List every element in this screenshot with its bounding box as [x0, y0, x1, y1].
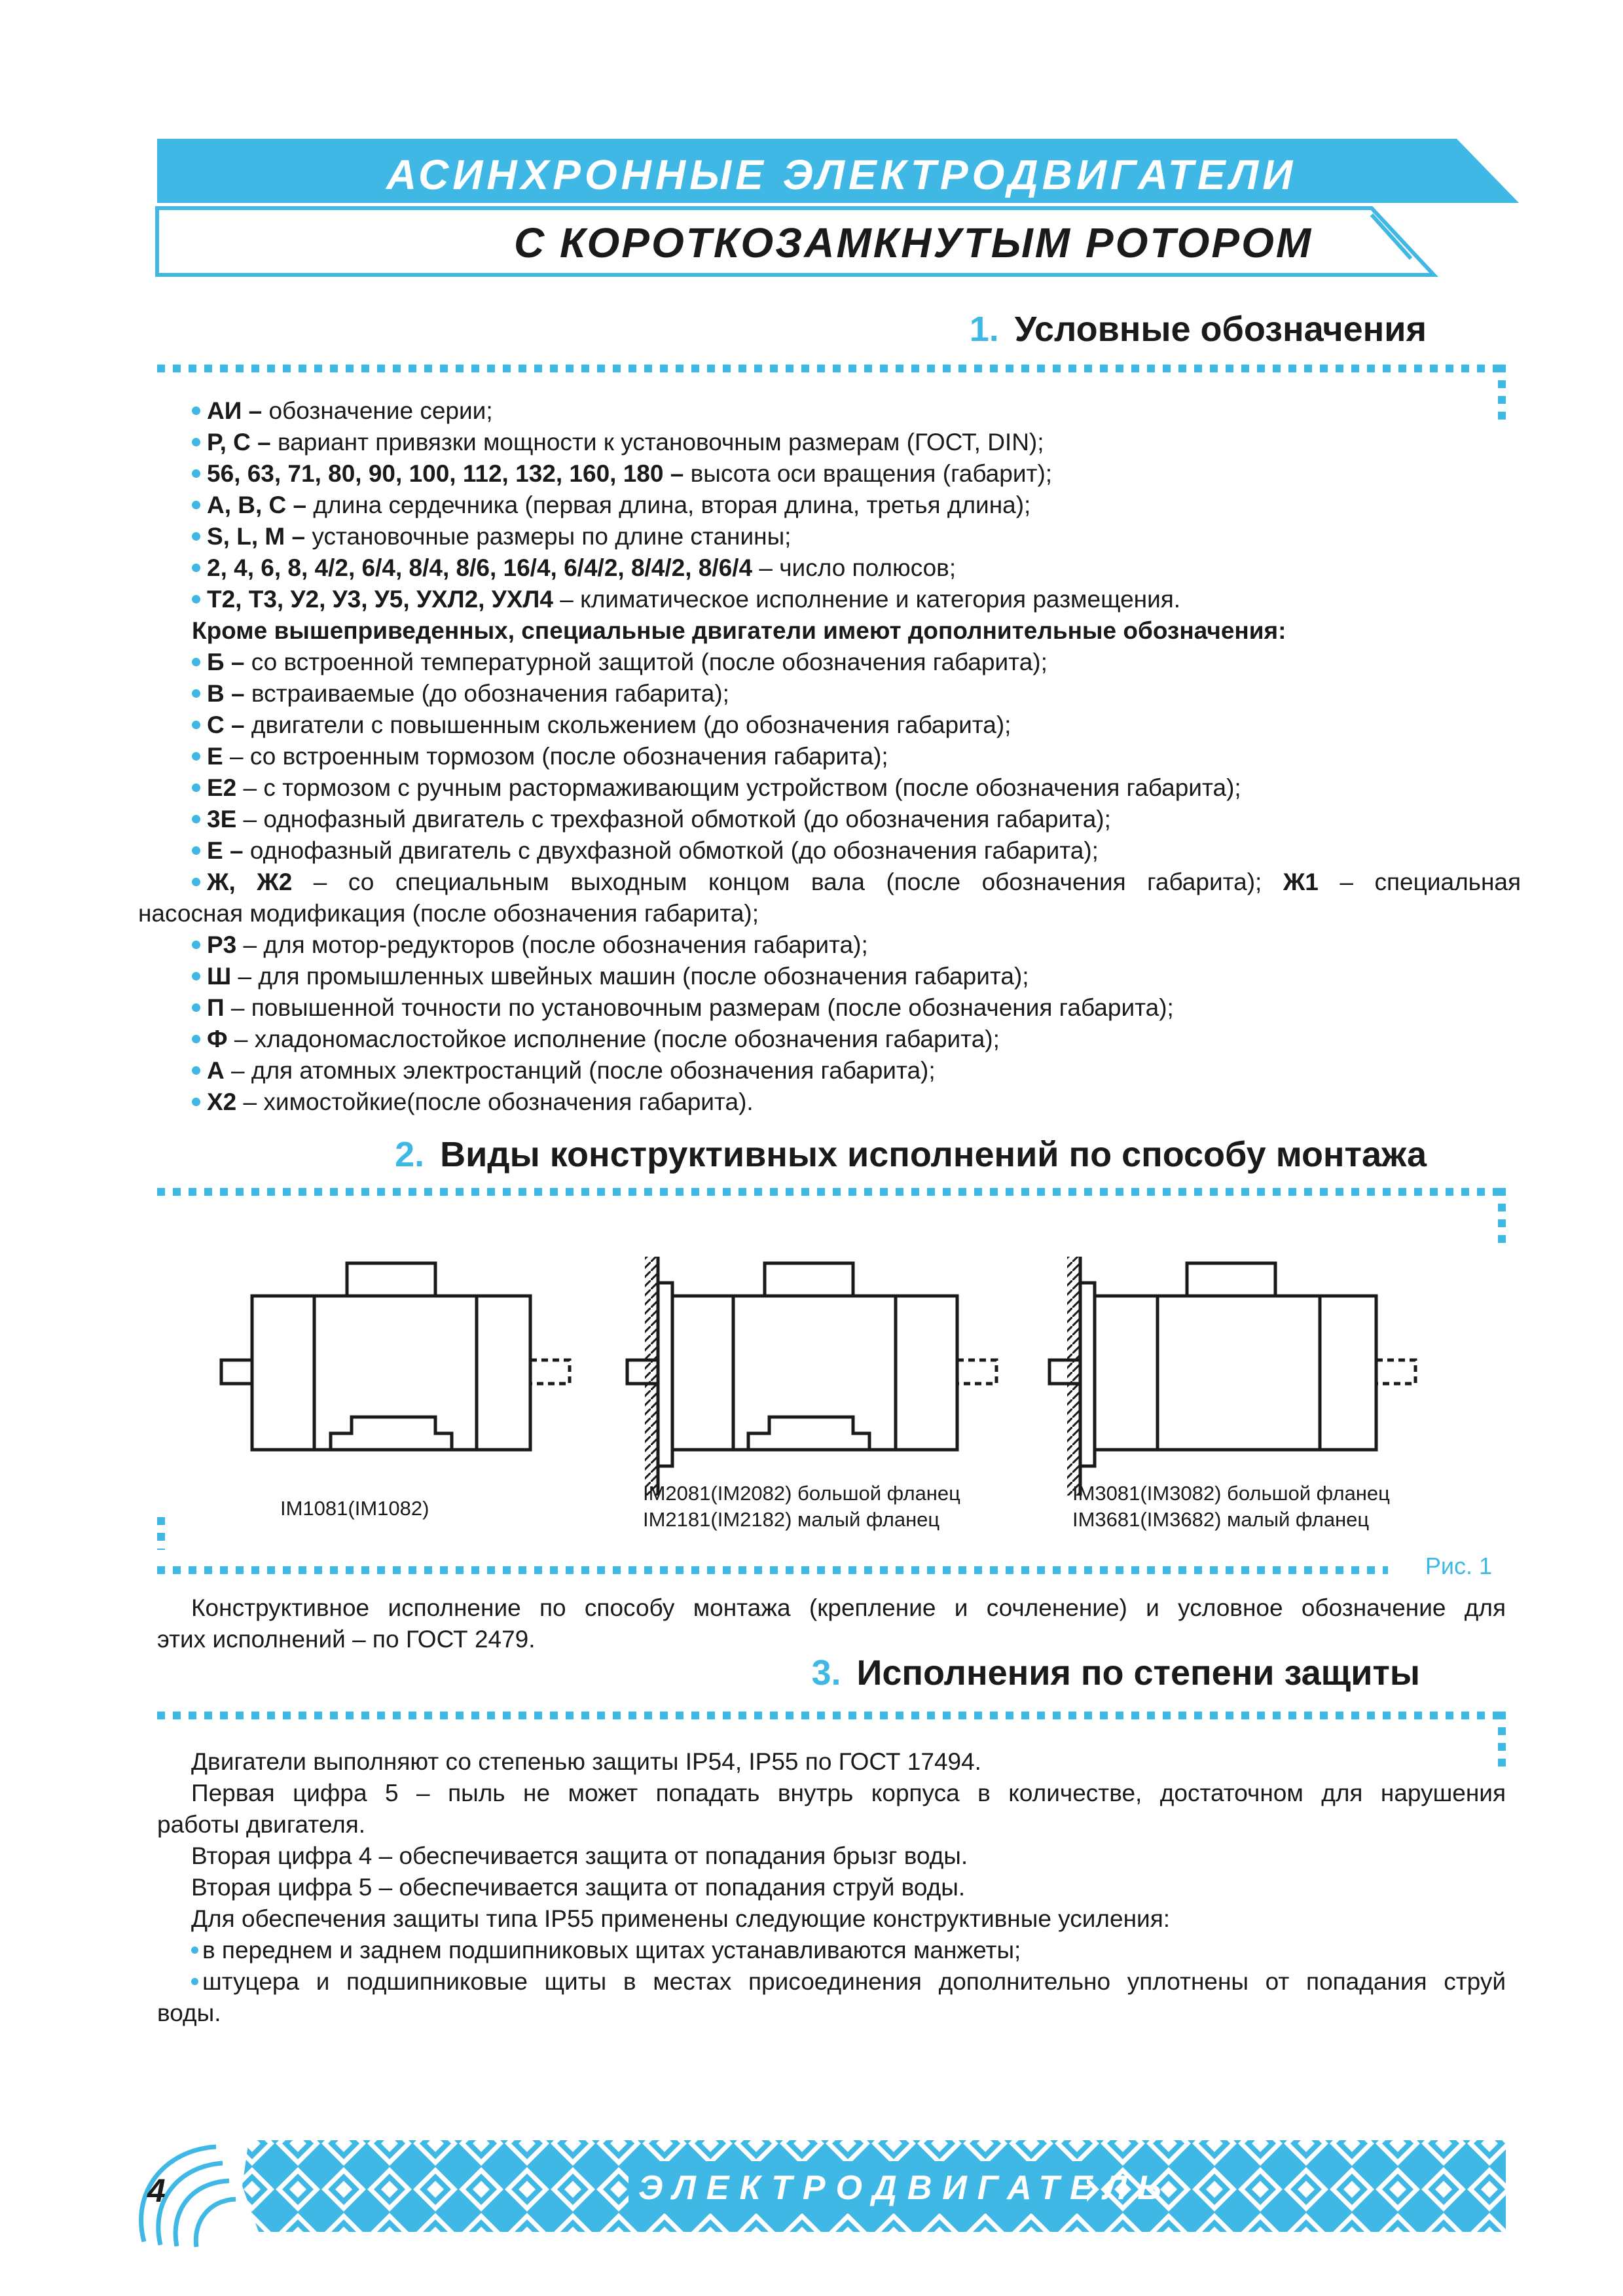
bullet-icon	[192, 783, 200, 792]
header-title-line2: С КОРОТКОЗАМКНУТЫМ РОТОРОМ	[514, 219, 1313, 266]
list-item: В – встраиваемые (до обозначения габарита);	[192, 678, 1521, 709]
bullet-icon	[192, 469, 200, 478]
list-item: Р, С – вариант привязки мощности к установочным размерам (ГОСТ, DIN);	[192, 427, 1521, 458]
list-item: Ш – для промышленных швейных машин (после обозначения габарита);	[192, 961, 1521, 992]
caption-im2181: IM2181(IM2182) малый фланец	[643, 1508, 940, 1531]
bullet-icon	[192, 438, 200, 446]
bullet-icon	[192, 595, 200, 603]
header-title-line1: АСИНХРОННЫЕ ЭЛЕКТРОДВИГАТЕЛИ	[386, 151, 1297, 198]
special-note: Кроме вышеприведенных, специальные двигатели имеют дополнительные обозначения:	[192, 617, 1286, 644]
list-item: 56, 63, 71, 80, 90, 100, 112, 132, 160, 180 – высота оси вращения (габарит);	[192, 458, 1521, 490]
section2-paragraph	[157, 1592, 1506, 1655]
list-item: Е – однофазный двигатель с двухфазной обмоткой (до обозначения габарита);	[192, 835, 1521, 867]
section3-bullet1: в переднем и заднем подшипниковых щитах устанавливаются манжеты;	[157, 1935, 1506, 1966]
list-item: Т2, Т3, У2, У3, У5, УХЛ2, УХЛ4 – климатическое исполнение и категория размещения.	[192, 584, 1521, 615]
section3-p2-line1: Первая цифра 5 – пыль не может попадать внутрь корпуса в количестве, достаточном для нарушения	[191, 1780, 1506, 1806]
bullet-icon	[192, 972, 200, 980]
motor-flange-foot-figure	[627, 1257, 996, 1496]
list-item: АИ – обозначение серии;	[192, 395, 1521, 427]
motor-foot-mounted-figure	[221, 1263, 570, 1450]
section2-title	[395, 1134, 1427, 1175]
list-item: Х2 – химостойкие(после обозначения габарита).	[192, 1086, 1521, 1118]
list-item: 2, 4, 6, 8, 4/2, 6/4, 8/4, 8/6, 16/4, 6/4/2, 8/4/2, 8/6/4 – число полюсов;	[192, 552, 1521, 584]
section1-title-text: Условные обозначения	[1014, 310, 1427, 349]
section2-divider-top	[157, 1188, 1506, 1196]
section1-number: 1.	[969, 310, 999, 349]
figure-label: Рис. 1	[1425, 1552, 1492, 1579]
list-item: 3Е – однофазный двигатель с трехфазной обмоткой (до обозначения габарита);	[192, 804, 1521, 835]
bullet-icon	[192, 406, 200, 415]
list-item: Ж, Ж2 – со специальным выходным концом вала (после обозначения габарита); Ж1 – специальная	[138, 867, 1521, 898]
bullet-icon	[192, 752, 200, 761]
section3-number: 3.	[811, 1653, 841, 1693]
section3-title	[812, 1653, 1421, 1693]
bullet-icon	[192, 1098, 200, 1106]
list-item: Ф – хладономаслостойкое исполнение (после обозначения габарита);	[192, 1024, 1521, 1055]
section2-number: 2.	[395, 1135, 425, 1174]
list-item: Е2 – с тормозом с ручным растормаживающим устройством (после обозначения габарита);	[192, 772, 1521, 804]
motor-flange-figure	[1049, 1257, 1415, 1496]
bullet-icon	[192, 658, 200, 666]
footer-brand: ЭЛЕКТРОДВИГАТЕЛЬ	[638, 2169, 1172, 2207]
list-item: Р3 – для мотор-редукторов (после обозначения габарита);	[192, 929, 1521, 961]
list-item: S, L, M – установочные размеры по длине станины;	[192, 521, 1521, 552]
section3-title-text: Исполнения по степени защиты	[856, 1653, 1420, 1693]
bullet-icon	[192, 1066, 200, 1075]
caption-im3081: IM3081(IM3082) большой фланец	[1072, 1482, 1390, 1505]
list-item: Е – со встроенным тормозом (после обозначения габарита);	[192, 741, 1521, 772]
section2-paragraph-line1: Конструктивное исполнение по способу монтажа (крепление и сочленение) и условное обозначение для	[191, 1594, 1506, 1621]
list-item-continuation: насосная модификация (после обозначения габарита);	[138, 900, 759, 927]
section3-p1: Двигатели выполняют со степенью защиты IP54, IP55 по ГОСТ 17494.	[191, 1748, 981, 1775]
section1-divider	[157, 365, 1506, 372]
bullet-icon	[192, 1003, 200, 1012]
bullet-icon	[192, 721, 200, 729]
section3-p4: Вторая цифра 5 – обеспечивается защита от попадания струй воды.	[191, 1874, 966, 1901]
caption-im2081: IM2081(IM2082) большой фланец	[643, 1482, 960, 1505]
bullet-icon	[192, 878, 200, 886]
bullet-icon	[192, 815, 200, 823]
section2-paragraph-line2: этих исполнений – по ГОСТ 2479.	[157, 1626, 536, 1653]
bullet-icon	[192, 689, 200, 698]
section2-divider-bottom-side	[157, 1517, 165, 1550]
bullet-icon	[191, 1946, 198, 1954]
list-item: С – двигатели с повышенным скольжением (до обозначения габарита);	[192, 709, 1521, 741]
section2-divider-top-side	[1498, 1188, 1506, 1243]
bullet-icon	[192, 846, 200, 855]
list-item: Б – со встроенной температурной защитой (после обозначения габарита);	[192, 647, 1521, 678]
section3-divider	[157, 1712, 1506, 1719]
section3-p3: Вторая цифра 4 – обеспечивается защита от попадания брызг воды.	[191, 1842, 968, 1869]
bullet-icon	[192, 501, 200, 509]
section2-divider-bottom	[157, 1566, 1388, 1574]
list-item: П – повышенной точности по установочным размерам (после обозначения габарита);	[192, 992, 1521, 1024]
section3-body	[157, 1746, 1506, 2029]
section3-p2-line2: работы двигателя.	[157, 1811, 366, 1838]
list-item: А, В, С – длина сердечника (первая длина, вторая длина, третья длина);	[192, 490, 1521, 521]
caption-im1081: IM1081(IM1082)	[280, 1497, 429, 1520]
bullet-icon	[192, 532, 200, 541]
section2-title-text: Виды конструктивных исполнений по способу монтажа	[440, 1135, 1427, 1174]
bullet-icon	[192, 564, 200, 572]
bullet-icon	[192, 941, 200, 949]
list-item: А – для атомных электростанций (после обозначения габарита);	[192, 1055, 1521, 1086]
bullet-icon	[191, 1978, 198, 1985]
section3-bullet2-line2: воды.	[157, 2000, 221, 2026]
section3-p5: Для обеспечения защиты типа IP55 применены следующие конструктивные усиления:	[191, 1905, 1171, 1932]
designation-list	[138, 395, 1521, 1118]
page-number: 4	[147, 2172, 166, 2209]
section1-title	[970, 309, 1427, 350]
caption-im3681: IM3681(IM3682) малый фланец	[1072, 1508, 1370, 1531]
section3-bullet2-line1: штуцера и подшипниковые щиты в местах присоединения дополнительно уплотнены от попадания струй	[157, 1966, 1506, 1998]
bullet-icon	[192, 1035, 200, 1043]
